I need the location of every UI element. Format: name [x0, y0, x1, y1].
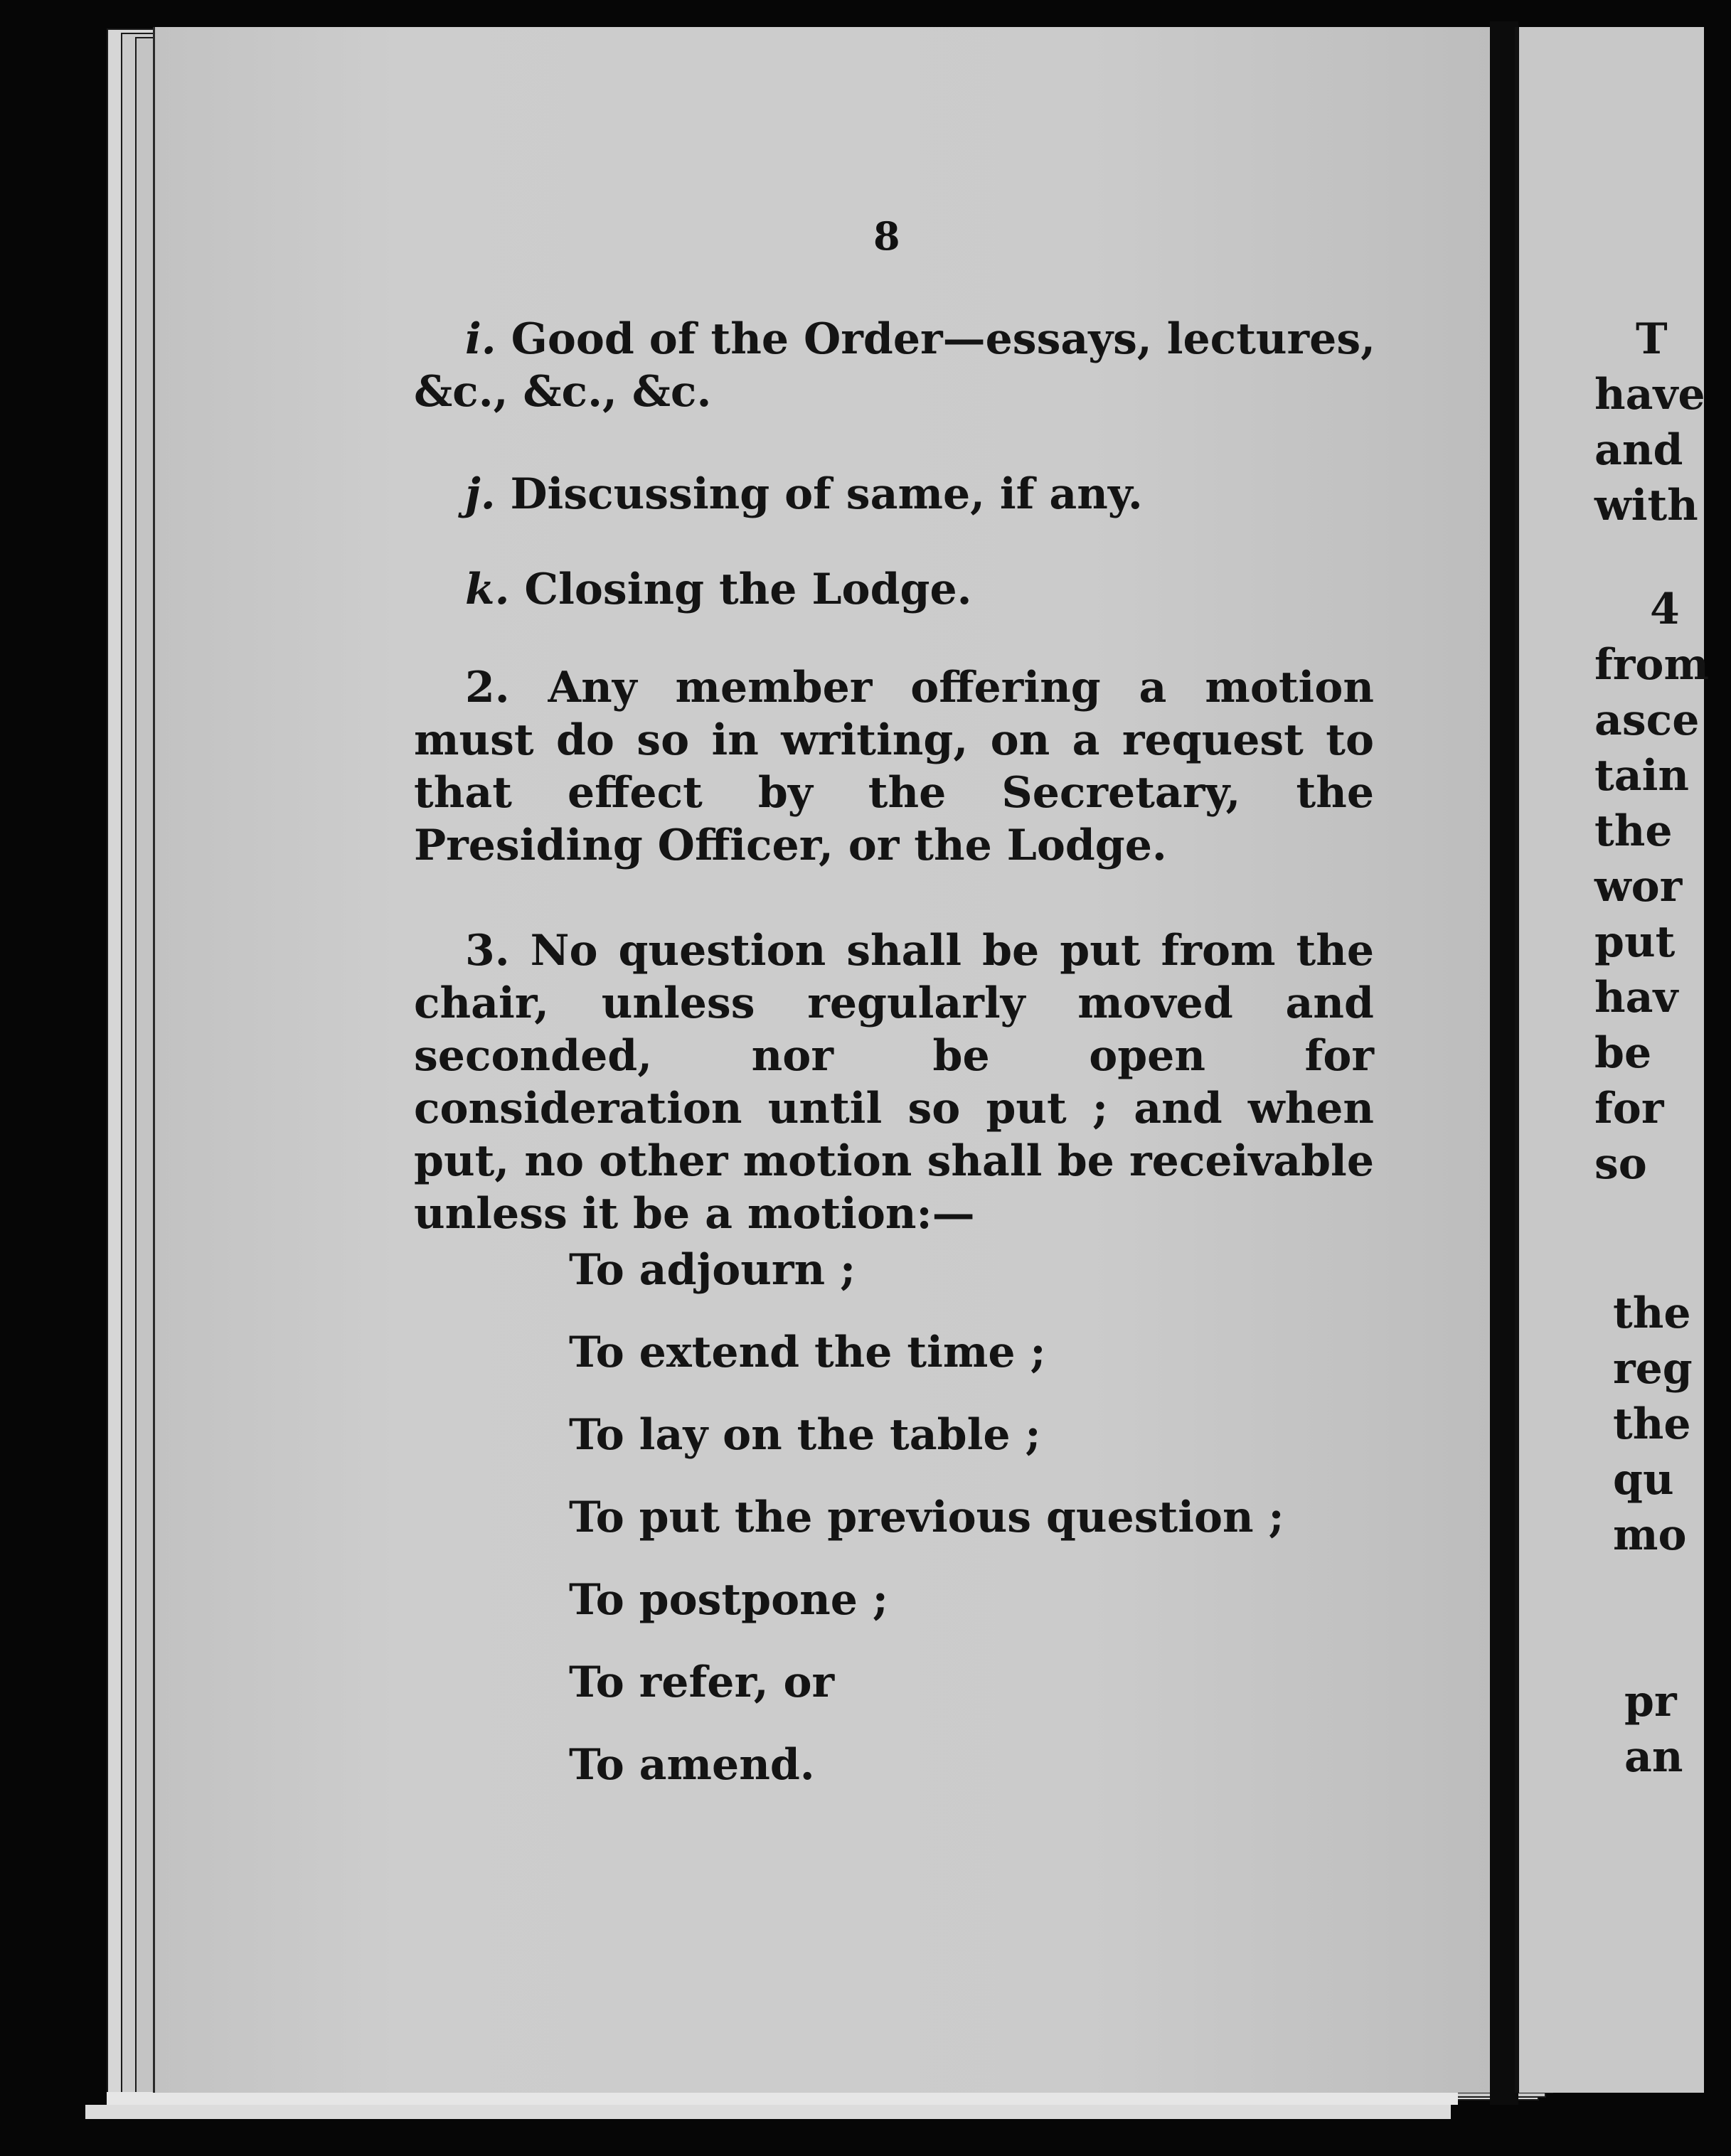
facing-text: so	[1594, 1139, 1647, 1189]
list-item: To lay on the table ;	[569, 1410, 1041, 1460]
item-k	[465, 563, 972, 616]
facing-text: 4	[1650, 585, 1680, 634]
book-gutter	[1490, 21, 1518, 2105]
facing-text: the	[1613, 1399, 1691, 1449]
facing-text: be	[1594, 1028, 1652, 1078]
page-edge-bottom	[85, 2105, 1451, 2119]
item-text: Good of the Order—essays, lectures, &c., &c., &c.	[414, 314, 1375, 417]
facing-text: asce	[1594, 695, 1700, 745]
facing-text: wor	[1594, 862, 1683, 912]
item-letter: k.	[465, 565, 510, 614]
facing-text: mo	[1613, 1510, 1687, 1560]
facing-text: the	[1613, 1288, 1691, 1338]
facing-text: pr	[1624, 1677, 1677, 1727]
facing-text: from	[1594, 640, 1709, 690]
motion-list	[569, 1229, 1284, 1806]
item-text: Closing the Lodge.	[524, 565, 972, 614]
list-item: To extend the time ;	[569, 1328, 1046, 1377]
list-item: To amend.	[569, 1740, 815, 1790]
list-item: To put the previous question ;	[569, 1493, 1284, 1542]
facing-text: the	[1594, 806, 1673, 856]
list-item: To adjourn ;	[569, 1245, 856, 1295]
facing-text: reg	[1613, 1344, 1693, 1394]
facing-text: tain	[1594, 751, 1690, 801]
list-item: To refer, or	[569, 1658, 835, 1707]
item-j	[465, 468, 1143, 521]
facing-text: qu	[1613, 1455, 1674, 1505]
facing-text: put	[1594, 917, 1676, 967]
facing-text: have	[1594, 370, 1705, 420]
facing-text: and	[1594, 425, 1683, 475]
paragraph-2: 2. Any member offering a motion must do so in writing, on a request to that effect by the Secretary, the Presiding Officer, or the Lodge.	[414, 663, 1374, 870]
page-number: 8	[873, 213, 900, 259]
facing-text: T	[1636, 314, 1668, 364]
facing-text: hav	[1594, 973, 1678, 1023]
item-letter: i.	[465, 314, 496, 364]
item-letter: j.	[465, 469, 496, 519]
page-edge-bottom	[107, 2092, 1458, 2105]
facing-text: an	[1624, 1732, 1683, 1782]
facing-text: with	[1594, 481, 1698, 530]
facing-text: for	[1594, 1084, 1664, 1133]
paragraph-3: 3. No question shall be put from the chair, unless regularly moved and seconded, nor be open for consideration until so put ; and when put, no other motion shall be receivable unless it be a motion:—	[414, 926, 1374, 1239]
list-item: To postpone ;	[569, 1575, 888, 1625]
item-i	[414, 313, 1375, 418]
item-text: Discussing of same, if any.	[510, 469, 1143, 519]
